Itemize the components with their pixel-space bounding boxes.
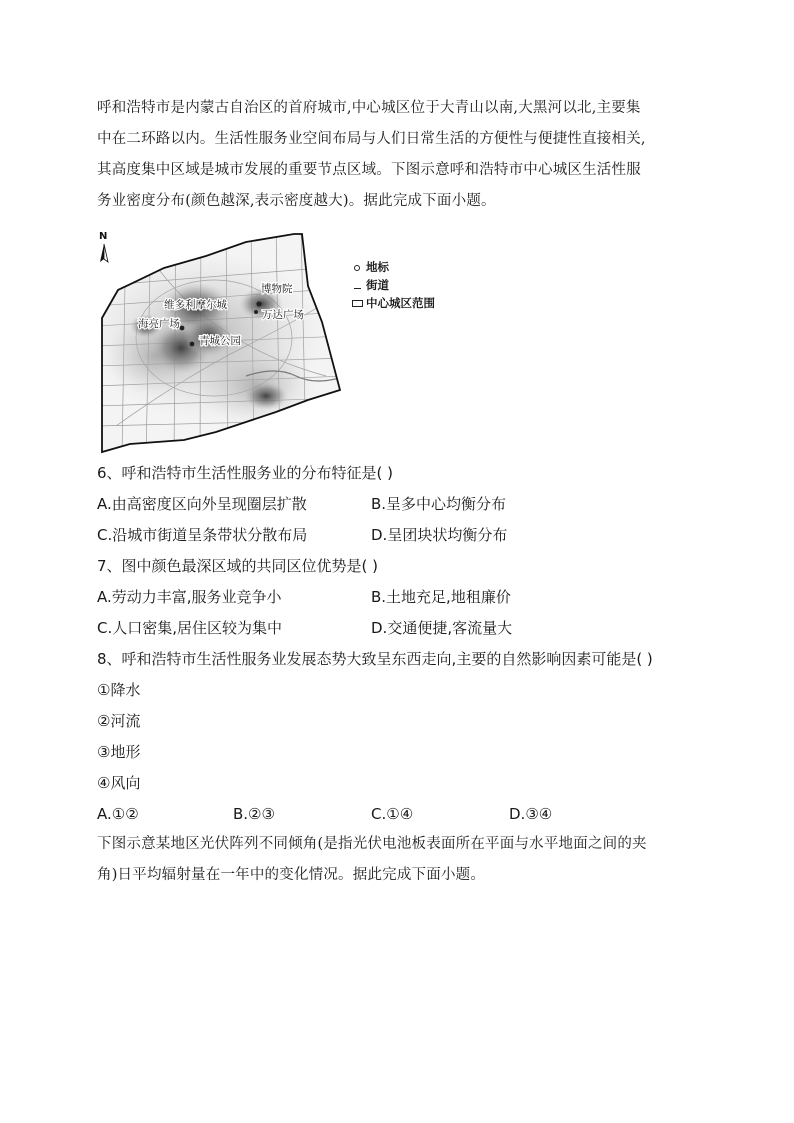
label-hailiang: 海亮广场 [138, 318, 180, 330]
question-8-stem: 8、呼和浩特市生活性服务业发展态势大致呈东西走向,主要的自然影响因素可能是( ) [97, 650, 653, 668]
intro-passage [97, 93, 699, 217]
label-museum: 博物院 [261, 283, 293, 295]
legend-boundary [350, 294, 435, 312]
q8-item-4: ④风向 [97, 774, 141, 792]
q8-item-2: ②河流 [97, 712, 141, 730]
q7-option-a[interactable]: A.劳动力丰富,服务业竞争小 [97, 588, 282, 606]
street-line-icon [354, 288, 361, 289]
label-wanda: 万达广场 [262, 309, 304, 321]
label-qingcheng: 青城公园 [199, 335, 241, 347]
landmark-qingcheng [190, 342, 195, 347]
landmark-museum [256, 301, 261, 306]
q7-option-b[interactable]: B.土地充足,地租廉价 [371, 588, 511, 606]
pv-line: 下图示意某地区光伏阵列不同倾角(是指光伏电池板表面所在平面与水平地面之间的夹 [97, 836, 647, 852]
q6-option-c[interactable]: C.沿城市街道呈条带状分散布局 [97, 526, 308, 544]
north-arrow-icon [99, 231, 108, 262]
q8-option-c[interactable]: C.①④ [371, 805, 414, 823]
q8-item-1: ①降水 [97, 681, 141, 699]
north-label: N [99, 231, 108, 242]
question-6-stem: 6、呼和浩特市生活性服务业的分布特征是( ) [97, 464, 394, 482]
intro-line: 中在二环路以内。生活性服务业空间布局与人们日常生活的方便性与便捷性直接相关, [97, 131, 646, 147]
question-7-stem: 7、图中颜色最深区域的共同区位优势是( ) [97, 557, 379, 575]
q8-option-a[interactable]: A.①② [97, 805, 139, 823]
q8-item-3: ③地形 [97, 743, 141, 761]
legend-landmark [350, 258, 435, 276]
label-weiduo: 维多利摩尔城 [164, 299, 227, 311]
q6-option-b[interactable]: B.呈多中心均衡分布 [371, 495, 507, 513]
landmark-dot-icon [354, 265, 360, 271]
intro-line: 其高度集中区域是城市发展的重要节点区域。下图示意呼和浩特市中心城区生活性服 [97, 162, 641, 178]
landmark-hailiang [180, 326, 185, 331]
legend-street [350, 276, 435, 294]
q6-option-a[interactable]: A.由高密度区向外呈现圈层扩散 [97, 495, 307, 513]
q8-option-b[interactable]: B.②③ [233, 805, 275, 823]
legend-landmark-label: 地标 [366, 259, 389, 274]
pv-line: 角)日平均辐射量在一年中的变化情况。据此完成下面小题。 [97, 867, 486, 883]
boundary-box-icon [352, 300, 363, 307]
q6-option-d[interactable]: D.呈团块状均衡分布 [371, 526, 508, 544]
legend-street-label: 街道 [366, 277, 389, 292]
map-legend [350, 258, 435, 312]
city-density-map [96, 226, 346, 454]
q7-option-d[interactable]: D.交通便捷,客流量大 [371, 619, 513, 637]
q8-option-d[interactable]: D.③④ [509, 805, 553, 823]
pv-passage [97, 829, 699, 891]
intro-line: 呼和浩特市是内蒙古自治区的首府城市,中心城区位于大青山以南,大黑河以北,主要集 [97, 100, 641, 116]
landmark-wanda [254, 310, 258, 314]
q7-option-c[interactable]: C.人口密集,居住区较为集中 [97, 619, 283, 637]
intro-line: 务业密度分布(颜色越深,表示密度越大)。据此完成下面小题。 [97, 193, 496, 209]
legend-boundary-label: 中心城区范围 [366, 295, 435, 310]
